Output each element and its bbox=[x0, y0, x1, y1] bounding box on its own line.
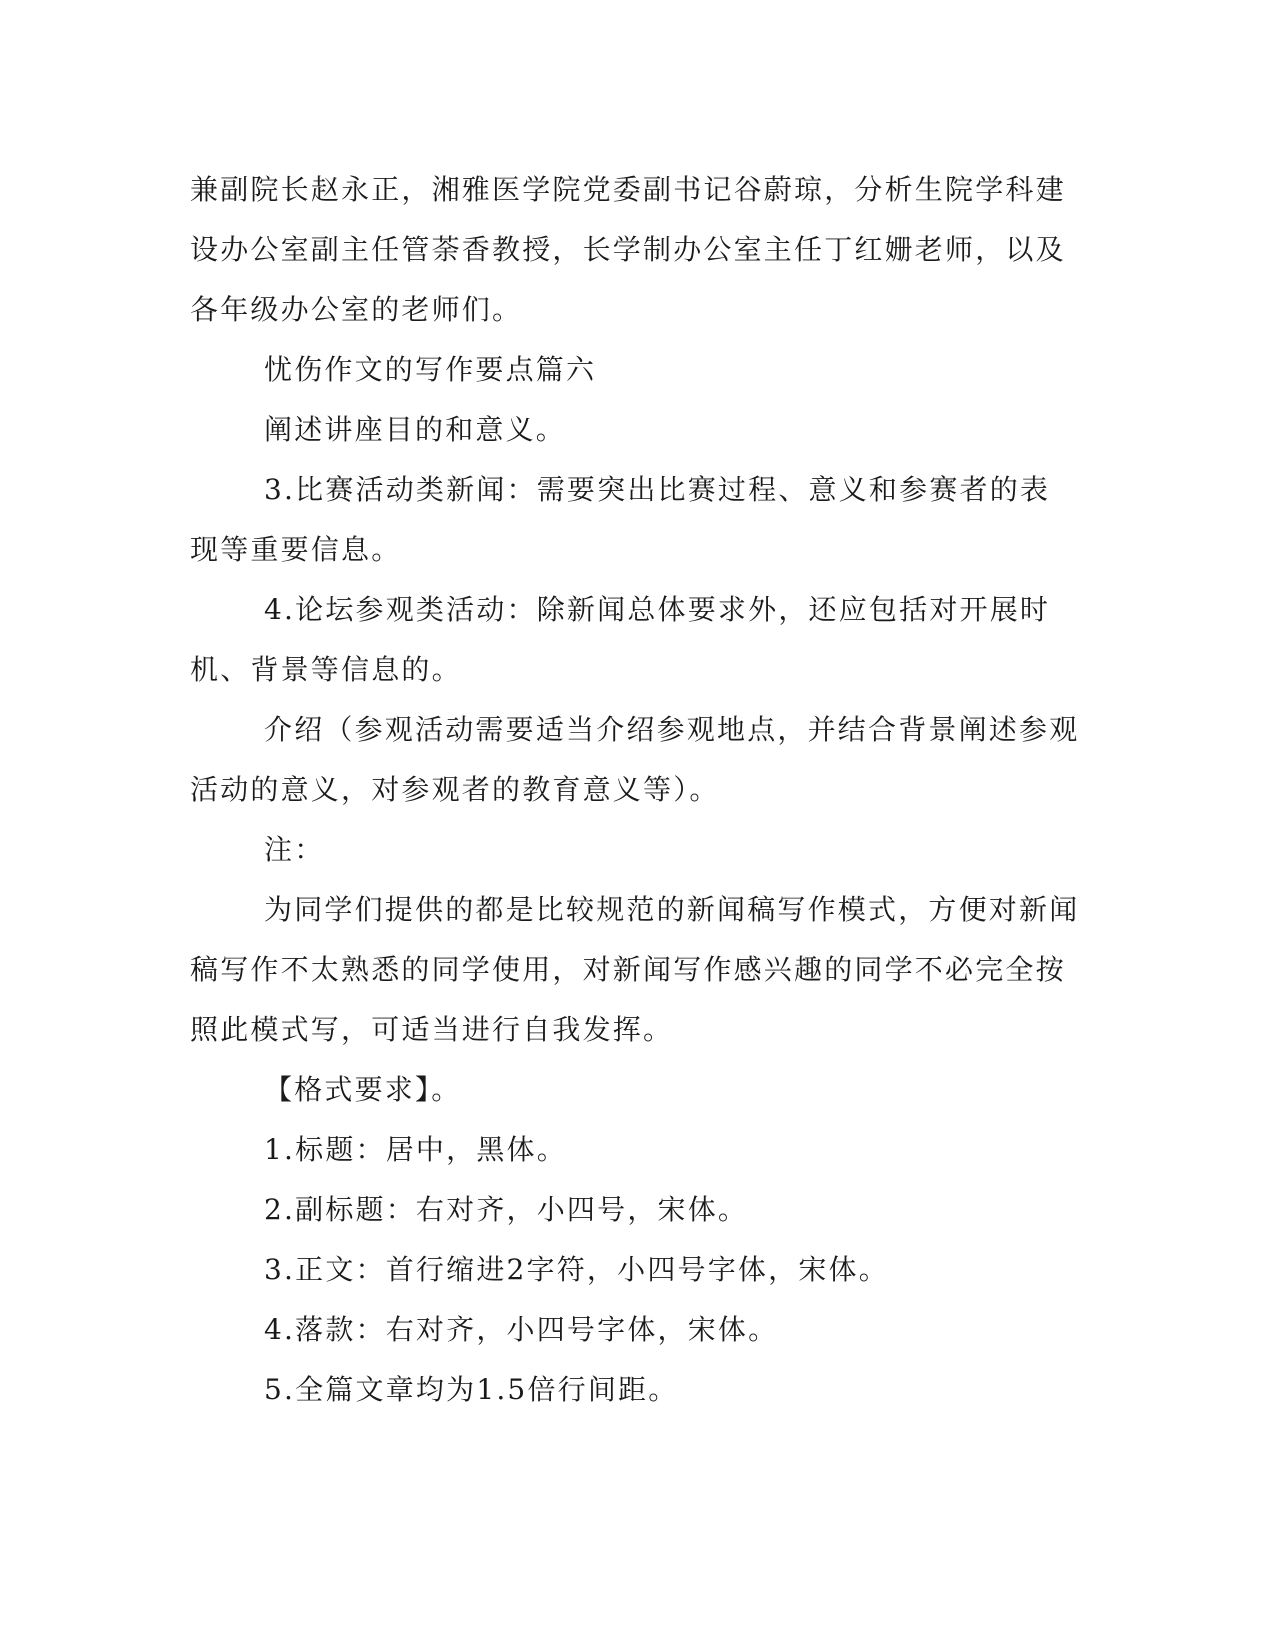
format-item-title: 1.标题：居中，黑体。 bbox=[264, 1133, 567, 1166]
paragraph-attendees: 兼副院长赵永正，湘雅医学院党委副书记谷蔚琼，分析生院学科建设办公室副主任管荼香教授，长学制办公室主任丁红姗老师，以及各年级办公室的老师们。 bbox=[190, 173, 1066, 326]
format-item-line-spacing: 5.全篇文章均为1.5倍行间距。 bbox=[264, 1373, 679, 1406]
format-item-signature: 4.落款：右对齐，小四号字体，宋体。 bbox=[264, 1313, 779, 1346]
paragraph-note-body: 为同学们提供的都是比较规范的新闻稿写作模式，方便对新闻稿写作不太熟悉的同学使用，对新闻写作感兴趣的同学不必完全按照此模式写，可适当进行自我发挥。 bbox=[190, 893, 1080, 1046]
paragraph-note-label: 注： bbox=[264, 833, 325, 866]
document-body bbox=[190, 160, 1080, 1420]
paragraph-format-heading: 【格式要求】。 bbox=[264, 1073, 462, 1106]
format-item-subtitle: 2.副标题：右对齐，小四号，宋体。 bbox=[264, 1193, 749, 1226]
paragraph-section-heading: 忧伤作文的写作要点篇六 bbox=[264, 353, 597, 386]
paragraph-introduction: 介绍（参观活动需要适当介绍参观地点，并结合背景阐述参观活动的意义，对参观者的教育意义等）。 bbox=[190, 713, 1080, 806]
paragraph-lecture-purpose: 阐述讲座目的和意义。 bbox=[264, 413, 567, 446]
paragraph-competition-news: 3.比赛活动类新闻：需要突出比赛过程、意义和参赛者的表现等重要信息。 bbox=[190, 473, 1051, 566]
paragraph-forum-visit: 4.论坛参观类活动：除新闻总体要求外，还应包括对开展时机、背景等信息的。 bbox=[190, 593, 1051, 686]
format-item-body: 3.正文：首行缩进2字符，小四号字体，宋体。 bbox=[264, 1253, 889, 1286]
